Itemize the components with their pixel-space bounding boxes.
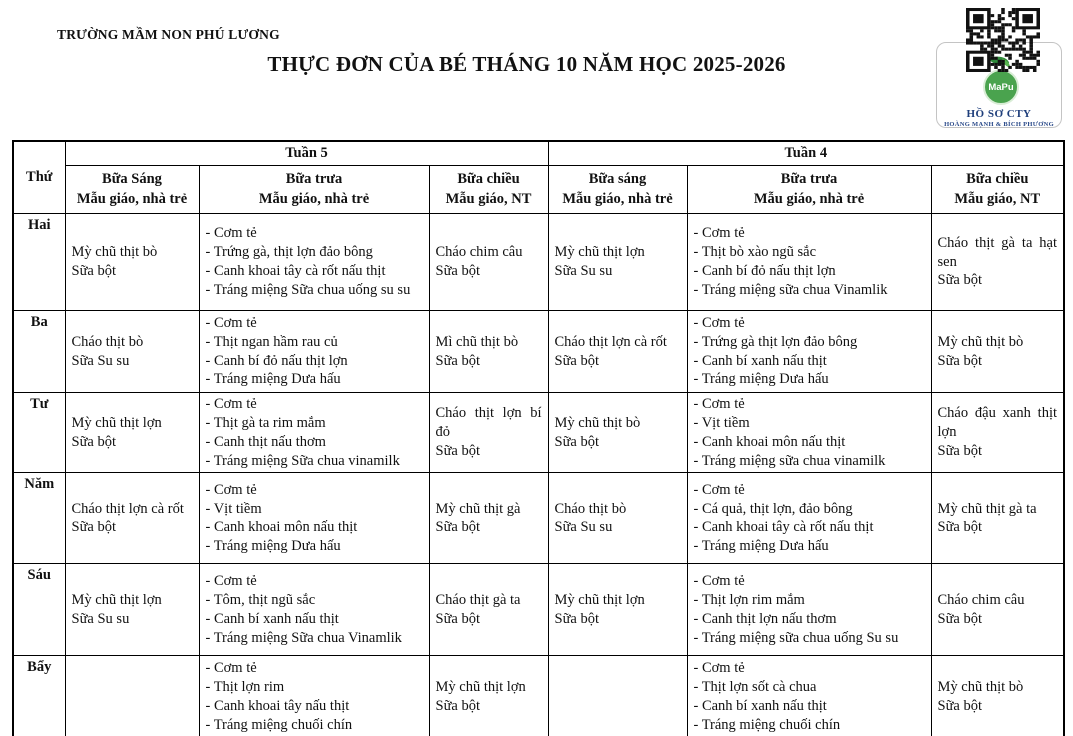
cell-week4-dinner	[931, 656, 1064, 736]
meal-subtitle: Mẫu giáo, nhà trẻ	[258, 190, 370, 207]
menu-item: Mỳ chũ thịt lợn	[435, 679, 526, 696]
menu-item: - Tráng miệng sữa chua uống Su su	[693, 629, 899, 646]
menu-item: Mỳ chũ thịt gà	[435, 500, 521, 517]
week4-header: Tuần 4	[548, 141, 1064, 166]
menu-item: - Thịt ngan hầm rau củ	[205, 333, 338, 350]
menu-item: Cháo thịt bò	[71, 333, 144, 350]
day-label: Sáu	[13, 564, 65, 656]
menu-item: - Cơm tẻ	[693, 396, 745, 412]
page-title: THỰC ĐƠN CỦA BÉ THÁNG 10 NĂM HỌC 2025-2026	[267, 52, 786, 76]
cell-week4-dinner	[931, 311, 1064, 393]
menu-item: - Canh bí đỏ nấu thịt lợn	[205, 352, 348, 369]
cell-week5-breakfast	[65, 473, 199, 564]
menu-item: - Canh thịt nấu thơm	[205, 433, 326, 450]
menu-item: Sữa bột	[71, 433, 117, 450]
header-week4-dinner	[931, 166, 1064, 214]
menu-item: - Canh thịt lợn nấu thơm	[693, 610, 837, 627]
meal-header-row	[13, 166, 1064, 214]
menu-item: - Thịt lợn rim	[205, 679, 285, 696]
menu-item: - Cơm tẻ	[693, 225, 745, 242]
meal-title: Bữa trưa	[285, 171, 343, 188]
header-week4-lunch	[687, 166, 931, 214]
menu-item: - Cơm tẻ	[205, 396, 257, 412]
table-row	[13, 564, 1064, 656]
meal-subtitle: Mẫu giáo, NT	[954, 190, 1041, 207]
menu-item: Sữa bột	[435, 519, 481, 536]
menu-item: - Thịt bò xào ngũ sắc	[693, 244, 817, 261]
header-week5-lunch	[199, 166, 429, 214]
cell-week4-breakfast	[548, 564, 687, 656]
table-row	[13, 393, 1064, 473]
menu-item: - Canh bí đỏ nấu thịt lợn	[693, 263, 836, 279]
menu-item: Cháo thịt gà ta	[435, 592, 521, 609]
menu-item: - Cơm tẻ	[693, 573, 745, 590]
menu-item: Cháo thịt lợn bí đỏ	[435, 405, 542, 441]
day-label: Bẩy	[13, 656, 65, 736]
cell-week4-dinner	[931, 214, 1064, 311]
day-label: Tư	[13, 393, 65, 473]
cell-week5-breakfast	[65, 393, 199, 473]
cell-week4-lunch	[687, 311, 931, 393]
menu-item: - Thịt lợn rim mắm	[693, 592, 805, 609]
menu-item: Cháo đậu xanh thịt lợn	[937, 405, 1058, 441]
menu-item: Sữa bột	[937, 519, 983, 536]
stamp-subtitle: HOÀNG MẠNH & BÍCH PHƯƠNG	[944, 121, 1054, 128]
meal-title: Bữa chiều	[966, 171, 1029, 188]
meal-title: Bữa trưa	[780, 171, 838, 188]
day-label: Năm	[13, 473, 65, 564]
menu-item: - Canh bí xanh nấu thịt	[693, 352, 827, 369]
menu-item: Mì chũ thịt bò	[435, 333, 519, 350]
menu-item: - Tráng miệng Dưa hấu	[205, 371, 341, 388]
cell-week5-lunch	[199, 393, 429, 473]
menu-item: - Canh khoai môn nấu thịt	[693, 433, 846, 450]
mapu-circle-text: MaPu	[988, 81, 1014, 93]
menu-table	[12, 140, 1065, 736]
cell-week4-dinner	[931, 393, 1064, 473]
menu-item: - Cơm tẻ	[693, 481, 745, 498]
mapu-circle-icon	[983, 69, 1019, 105]
stamp-title: HỒ SƠ CTY	[966, 108, 1032, 120]
menu-item: - Vịt tiềm	[205, 500, 262, 517]
cell-week4-lunch	[687, 473, 931, 564]
menu-item: Sữa bột	[554, 610, 600, 627]
menu-item: Cháo thịt gà ta hạt sen	[937, 234, 1058, 270]
menu-item: - Tôm, thịt ngũ sắc	[205, 592, 316, 609]
menu-item: - Tráng miệng Dưa hấu	[693, 371, 829, 388]
menu-item: - Tráng miệng Sữa chua Vinamlik	[205, 629, 402, 646]
menu-item: Sữa Su su	[554, 519, 613, 536]
meal-subtitle: Mẫu giáo, nhà trẻ	[562, 190, 673, 207]
cell-week4-breakfast	[548, 311, 687, 393]
menu-item: Mỳ chũ thịt lợn	[71, 592, 162, 609]
cell-week5-dinner	[429, 473, 548, 564]
menu-item: Mỳ chũ thịt lợn	[554, 244, 645, 261]
menu-item: Sữa bột	[71, 263, 117, 279]
menu-item: - Thịt gà ta rim mắm	[205, 414, 326, 431]
menu-item: Sữa bột	[937, 272, 983, 289]
menu-table-body	[13, 214, 1064, 736]
menu-item: - Cơm tẻ	[693, 314, 745, 331]
menu-item: - Tráng miệng sữa chua vinamilk	[693, 452, 886, 469]
menu-item: - Cơm tẻ	[693, 660, 745, 677]
cell-week5-dinner	[429, 393, 548, 473]
menu-item: Mỳ chũ thịt lợn	[71, 414, 162, 431]
cell-week4-dinner	[931, 473, 1064, 564]
cell-week5-lunch	[199, 564, 429, 656]
cell-week5-breakfast	[65, 656, 199, 736]
menu-item: - Tráng miệng Sữa chua vinamilk	[205, 452, 400, 469]
menu-item: - Canh khoai môn nấu thịt	[205, 519, 358, 536]
meal-subtitle: Mẫu giáo, NT	[445, 190, 532, 207]
table-row	[13, 473, 1064, 564]
menu-item: - Cơm tẻ	[205, 225, 257, 242]
menu-item: Sữa Su su	[71, 352, 130, 369]
cell-week5-breakfast	[65, 311, 199, 393]
menu-item: Sữa Su su	[71, 610, 130, 627]
menu-item: - Tráng miệng chuối chín	[205, 716, 353, 733]
menu-item: Sữa bột	[435, 263, 481, 279]
menu-item: - Cơm tẻ	[205, 314, 257, 331]
cell-week4-lunch	[687, 214, 931, 311]
menu-item: - Tráng miệng Dưa hấu	[205, 538, 341, 555]
menu-item: - Tráng miệng chuối chín	[693, 716, 841, 733]
cell-week5-dinner	[429, 311, 548, 393]
menu-item: Mỳ chũ thịt bò	[937, 333, 1024, 350]
menu-item: Sữa bột	[435, 443, 481, 460]
meal-subtitle: Mẫu giáo, nhà trẻ	[753, 190, 865, 207]
cell-week5-lunch	[199, 311, 429, 393]
menu-item: - Tráng miệng Sữa chua uống su su	[205, 281, 411, 298]
menu-item: - Trứng gà thịt lợn đảo bông	[693, 333, 858, 350]
menu-item: - Canh khoai tây cà rốt nấu thịt	[205, 263, 386, 279]
menu-item: Sữa bột	[435, 352, 481, 369]
day-label: Hai	[13, 214, 65, 311]
menu-item: Mỳ chũ thịt lợn	[554, 592, 645, 609]
cell-week4-breakfast	[548, 214, 687, 311]
meal-title: Bữa Sáng	[102, 171, 162, 188]
header-week5-breakfast	[65, 166, 199, 214]
menu-item: Cháo thịt bò	[554, 500, 627, 517]
menu-item: Sữa bột	[554, 352, 600, 369]
cell-week4-lunch	[687, 393, 931, 473]
week5-header: Tuần 5	[65, 141, 548, 166]
meal-title: Bữa sáng	[588, 171, 647, 188]
cell-week5-dinner	[429, 656, 548, 736]
menu-item: Sữa Su su	[554, 263, 613, 279]
menu-item: Mỳ chũ thịt bò	[71, 244, 158, 261]
cell-week5-lunch	[199, 214, 429, 311]
cell-week5-lunch	[199, 656, 429, 736]
menu-item: Sữa bột	[937, 352, 983, 369]
menu-item: - Canh khoai tây nấu thịt	[205, 698, 350, 715]
table-row	[13, 214, 1064, 311]
qr-code-icon	[966, 8, 1040, 72]
school-name: TRƯỜNG MẦM NON PHÚ LƯƠNG	[57, 27, 280, 42]
menu-item: - Tráng miệng Dưa hấu	[693, 538, 829, 555]
menu-item: - Trứng gà, thịt lợn đảo bông	[205, 244, 373, 261]
header-week4-breakfast	[548, 166, 687, 214]
menu-item: - Cơm tẻ	[205, 660, 257, 677]
menu-item: Sữa bột	[937, 698, 983, 715]
menu-item: Cháo chim câu	[435, 244, 523, 261]
menu-item: - Tráng miệng sữa chua Vinamlik	[693, 281, 888, 298]
menu-item: Cháo thịt lợn cà rốt	[71, 500, 184, 517]
cell-week4-lunch	[687, 564, 931, 656]
menu-item: Mỳ chũ thịt gà ta	[937, 500, 1037, 517]
cell-week5-lunch	[199, 473, 429, 564]
menu-item: Sữa bột	[435, 698, 481, 715]
menu-item: Cháo thịt lợn cà rốt	[554, 333, 667, 350]
cell-week4-breakfast	[548, 656, 687, 736]
menu-item: - Thịt lợn sốt cà chua	[693, 679, 817, 696]
cell-week5-dinner	[429, 564, 548, 656]
cell-week5-breakfast	[65, 214, 199, 311]
menu-item: Sữa bột	[937, 443, 983, 460]
menu-item: - Canh bí xanh nấu thịt	[205, 610, 339, 627]
cell-week4-breakfast	[548, 393, 687, 473]
table-row	[13, 656, 1064, 736]
menu-item: Mỳ chũ thịt bò	[937, 679, 1024, 696]
cell-week5-breakfast	[65, 564, 199, 656]
cell-week4-dinner	[931, 564, 1064, 656]
menu-item: - Canh bí xanh nấu thịt	[693, 698, 827, 715]
cell-week5-dinner	[429, 214, 548, 311]
cell-week4-lunch	[687, 656, 931, 736]
week-header-row	[13, 141, 1064, 166]
menu-item: Sữa bột	[554, 433, 600, 450]
menu-item: Mỳ chũ thịt bò	[554, 414, 641, 431]
company-stamp	[933, 0, 1073, 132]
menu-item: Sữa bột	[71, 519, 117, 536]
menu-item: Sữa bột	[435, 610, 481, 627]
menu-item: - Vịt tiềm	[693, 414, 750, 431]
menu-item: - Cơm tẻ	[205, 481, 257, 498]
menu-item: - Cá quả, thịt lợn, đảo bông	[693, 500, 853, 517]
menu-item: - Canh khoai tây cà rốt nấu thịt	[693, 519, 874, 536]
day-column-header: Thứ	[13, 141, 65, 214]
cell-week4-breakfast	[548, 473, 687, 564]
header-week5-dinner	[429, 166, 548, 214]
day-label: Ba	[13, 311, 65, 393]
menu-item: - Cơm tẻ	[205, 573, 257, 590]
menu-item: Sữa bột	[937, 610, 983, 627]
table-row	[13, 311, 1064, 393]
meal-title: Bữa chiều	[457, 171, 520, 188]
meal-subtitle: Mẫu giáo, nhà trẻ	[76, 190, 188, 207]
menu-item: Cháo chim câu	[937, 592, 1025, 609]
